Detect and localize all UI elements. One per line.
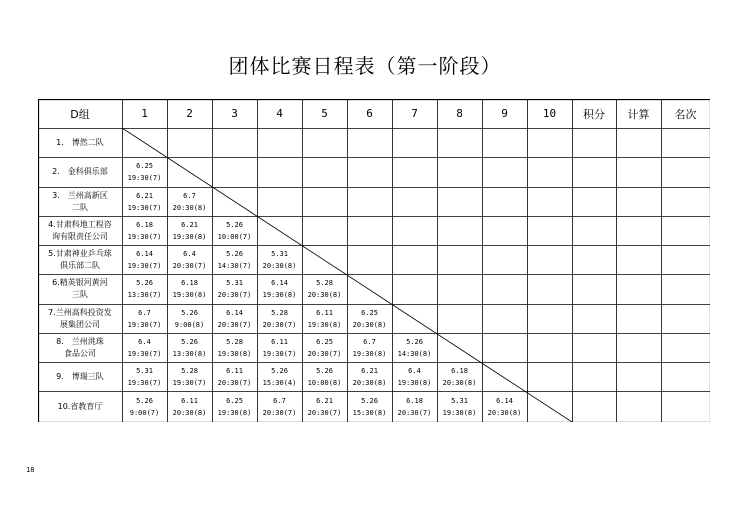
match-slot: [122, 391, 167, 422]
match-slot: [122, 157, 167, 187]
match-slot-line: 10:00(8): [307, 378, 342, 387]
match-slot-line: 14:30(7): [217, 261, 252, 270]
match-slot: [347, 391, 392, 422]
team-name: [38, 187, 122, 216]
match-slot-line: 6.11: [226, 366, 243, 375]
match-slot: [167, 187, 212, 216]
match-slot-line: 19:30(8): [262, 291, 297, 299]
match-slot-line: 6.14: [496, 396, 513, 405]
match-slot-line: 5.26: [226, 249, 243, 258]
team-name-line: 1. 博然二队: [56, 137, 104, 147]
match-slot: [437, 362, 482, 391]
match-slot-line: 6.4: [138, 337, 151, 346]
match-slot: [302, 362, 347, 391]
team-name: [38, 216, 122, 245]
page-title: 团体比赛日程表（第一阶段）: [228, 54, 502, 78]
match-slot: [122, 274, 167, 304]
column-header: 6: [366, 107, 373, 120]
match-slot-line: 6.21: [181, 220, 198, 229]
match-slot-line: 6.18: [136, 220, 153, 229]
match-slot-line: 19:30(7): [172, 378, 207, 387]
team-name-line: 三队: [72, 290, 88, 299]
match-slot-line: 19:30(7): [127, 349, 162, 358]
match-slot: [257, 304, 302, 333]
column-header: 9: [501, 107, 508, 120]
match-slot-line: 19:30(8): [352, 349, 387, 358]
match-slot-line: 15:30(8): [352, 408, 387, 417]
match-slot: [122, 187, 167, 216]
match-slot: [257, 274, 302, 304]
team-name-line: 3. 兰州高新区: [52, 190, 108, 200]
match-slot: [167, 274, 212, 304]
match-slot-line: 6.11: [316, 308, 333, 317]
column-header: 积分: [583, 107, 605, 121]
match-slot: [347, 362, 392, 391]
team-name: [38, 391, 122, 422]
column-header: 2: [186, 107, 193, 120]
match-slot: [392, 391, 437, 422]
match-slot-line: 5.26: [406, 337, 423, 346]
match-slot-line: 6.11: [181, 396, 198, 405]
match-slot-line: 5.28: [271, 308, 288, 317]
match-slot: [347, 333, 392, 362]
match-slot-line: 6.14: [271, 279, 288, 287]
match-slot: [167, 391, 212, 422]
column-header: 名次: [674, 107, 697, 121]
match-slot-line: 5.31: [271, 249, 288, 258]
team-name: [38, 304, 122, 333]
match-slot: [212, 333, 257, 362]
match-slot-line: 6.21: [361, 366, 378, 375]
team-name-line: 展集团公司: [60, 319, 100, 329]
match-slot-line: 20:30(8): [352, 320, 387, 329]
column-header: 5: [321, 107, 328, 120]
column-header: 4: [276, 107, 283, 120]
match-slot-line: 9:00(7): [129, 408, 160, 417]
match-slot-line: 19:30(7): [127, 232, 162, 241]
team-name: [38, 274, 122, 304]
column-header: 3: [231, 107, 238, 120]
match-slot: [167, 245, 212, 274]
match-slot: [482, 391, 527, 422]
match-slot-line: 5.28: [226, 337, 243, 346]
match-slot-line: 13:30(7): [127, 291, 162, 299]
column-header: 10: [542, 107, 557, 120]
match-slot-line: 6.18: [406, 396, 423, 405]
match-slot-line: 9:00(8): [174, 320, 205, 329]
column-header: D组: [70, 107, 90, 121]
match-slot: [257, 333, 302, 362]
match-slot-line: 6.7: [273, 396, 286, 405]
team-name-line: 5.甘肃神业乒乓球: [48, 248, 112, 258]
match-slot: [257, 245, 302, 274]
match-slot-line: 20:30(7): [307, 408, 342, 417]
match-slot-line: 20:30(8): [487, 408, 522, 417]
match-slot-line: 20:30(8): [172, 408, 207, 417]
match-slot-line: 20:30(8): [442, 378, 477, 387]
match-slot: [212, 274, 257, 304]
team-name-line: 9. 博瑞三队: [56, 371, 104, 381]
match-slot-line: 19:30(7): [127, 261, 162, 270]
column-header: 计算: [627, 107, 650, 121]
match-slot-line: 6.14: [136, 249, 153, 258]
match-slot-line: 20:30(7): [307, 349, 342, 358]
match-slot-line: 19:30(8): [172, 291, 207, 299]
team-name-line: 食品公司: [64, 348, 96, 358]
column-header: 7: [411, 107, 418, 120]
match-slot-line: 19:30(7): [127, 174, 162, 182]
match-slot-line: 15:30(4): [262, 378, 297, 387]
match-slot-line: 20:30(7): [262, 408, 297, 417]
match-slot-line: 20:30(8): [262, 261, 297, 270]
match-slot-line: 19:30(8): [307, 320, 342, 329]
match-slot: [122, 216, 167, 245]
match-slot-line: 19:30(7): [262, 349, 297, 358]
match-slot: [212, 245, 257, 274]
match-slot-line: 19:30(8): [397, 378, 432, 387]
match-slot-line: 19:30(7): [127, 320, 162, 329]
match-slot-line: 5.26: [136, 279, 153, 287]
match-slot: [302, 304, 347, 333]
match-slot: [167, 304, 212, 333]
match-slot-line: 6.18: [181, 279, 198, 287]
match-slot-line: 5.28: [181, 366, 198, 375]
match-slot-line: 14:30(8): [397, 349, 432, 358]
match-slot-line: 19:30(8): [217, 349, 252, 358]
match-slot: [257, 362, 302, 391]
match-slot-line: 20:30(7): [397, 408, 432, 417]
match-slot: [392, 362, 437, 391]
match-slot-line: 5.31: [226, 279, 243, 287]
match-slot-line: 19:30(8): [442, 408, 477, 417]
match-slot-line: 5.26: [361, 396, 378, 405]
team-name: [38, 245, 122, 274]
team-name: [38, 362, 122, 391]
match-slot-line: 5.26: [271, 366, 288, 375]
team-name: [38, 333, 122, 362]
match-slot: [302, 333, 347, 362]
match-slot-line: 5.26: [316, 366, 333, 375]
match-slot: [212, 216, 257, 245]
match-slot: [122, 304, 167, 333]
match-slot: [212, 391, 257, 422]
match-slot: [167, 216, 212, 245]
match-slot-line: 6.4: [408, 366, 421, 375]
team-name: [38, 157, 122, 187]
match-slot-line: 20:30(7): [172, 261, 207, 270]
match-slot-line: 6.25: [316, 337, 333, 346]
match-slot-line: 20:30(8): [307, 291, 342, 299]
match-slot: [122, 245, 167, 274]
match-slot: [392, 333, 437, 362]
team-name-line: 6.精英银河黄河: [52, 278, 108, 287]
match-slot: [347, 304, 392, 333]
match-slot-line: 6.7: [183, 191, 196, 200]
page-number: 18: [26, 466, 35, 474]
schedule-table: [38, 99, 710, 422]
match-slot: [302, 391, 347, 422]
match-slot: [167, 362, 212, 391]
team-name-line: 8. 兰州洮珠: [56, 336, 104, 346]
column-header: 1: [141, 107, 148, 120]
match-slot-line: 6.4: [183, 249, 196, 258]
match-slot-line: 6.21: [316, 396, 333, 405]
match-slot-line: 19:30(8): [172, 232, 207, 241]
match-slot-line: 19:30(7): [127, 203, 162, 212]
match-slot-line: 5.26: [181, 337, 198, 346]
match-slot-line: 20:30(7): [217, 291, 252, 299]
match-slot-line: 20:30(7): [217, 378, 252, 387]
match-slot-line: 5.31: [136, 366, 153, 375]
match-slot: [302, 274, 347, 304]
match-slot-line: 5.28: [316, 279, 333, 287]
match-slot: [212, 362, 257, 391]
match-slot-line: 5.26: [226, 220, 243, 229]
team-name-line: 10.省教育厅: [57, 401, 103, 411]
match-slot: [122, 362, 167, 391]
team-name: [38, 128, 122, 157]
match-slot-line: 6.14: [226, 308, 243, 317]
match-slot-line: 20:30(8): [352, 378, 387, 387]
match-slot-line: 6.7: [363, 337, 376, 346]
match-slot-line: 19:30(7): [127, 378, 162, 387]
team-name-line: 4.甘肃科地工程咨: [48, 219, 112, 229]
match-slot-line: 5.26: [136, 396, 153, 405]
team-name-line: 二队: [72, 202, 88, 212]
match-slot-line: 6.25: [226, 396, 243, 405]
match-slot-line: 6.25: [136, 162, 153, 170]
match-slot-line: 20:30(7): [217, 320, 252, 329]
match-slot-line: 5.31: [451, 396, 468, 405]
match-slot-line: 19:30(8): [217, 408, 252, 417]
match-slot-line: 13:30(8): [172, 349, 207, 358]
match-slot-line: 20:30(8): [172, 203, 207, 212]
match-slot-line: 6.18: [451, 366, 468, 375]
match-slot: [122, 333, 167, 362]
team-name-line: 询有限责任公司: [52, 231, 108, 241]
match-slot: [257, 391, 302, 422]
match-slot-line: 6.7: [138, 308, 151, 317]
team-name-line: 俱乐部二队: [60, 260, 100, 270]
match-slot-line: 6.25: [361, 308, 378, 317]
match-slot-line: 10:00(7): [217, 232, 252, 241]
match-slot: [212, 304, 257, 333]
match-slot-line: 5.26: [181, 308, 198, 317]
match-slot-line: 6.21: [136, 191, 153, 200]
column-header: 8: [456, 107, 463, 120]
team-name-line: 7.兰州高科投资发: [48, 307, 112, 317]
match-slot: [167, 333, 212, 362]
team-name-line: 2. 金科俱乐部: [52, 167, 108, 176]
match-slot-line: 6.11: [271, 337, 288, 346]
match-slot: [437, 391, 482, 422]
match-slot-line: 20:30(7): [262, 320, 297, 329]
